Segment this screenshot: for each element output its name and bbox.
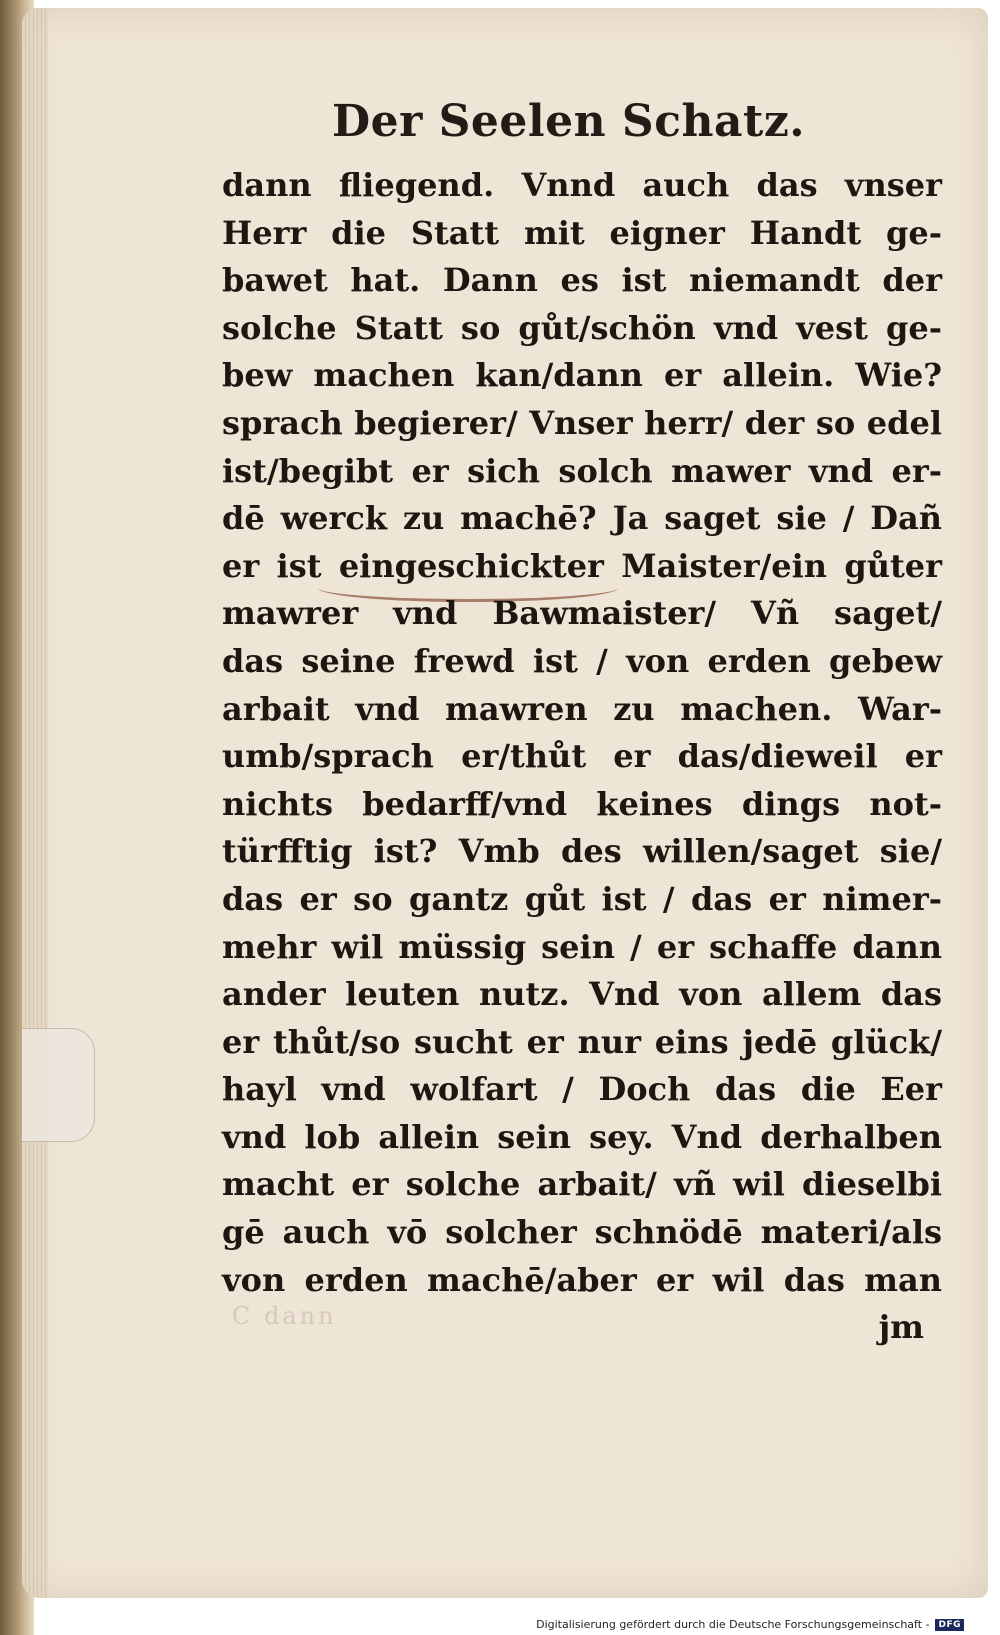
text-line: mehr wil müssig sein / er schaffe dann	[222, 927, 942, 966]
text-line: arbait vnd mawren zu machen. War-	[222, 689, 942, 728]
text-line: sprach begierer/ Vnser herr/ der so edel	[222, 403, 942, 442]
text-line: bew machen kan/dann er allein. Wie?	[222, 356, 942, 395]
text-line: bawet hat. Dann es ist niemandt der	[222, 261, 942, 300]
text-line: das seine frewd ist / von erden gebew	[222, 641, 942, 680]
text-line: solche Statt so gůt/schön vnd vest ge-	[222, 308, 942, 347]
credit-text: Digitalisierung gefördert durch die Deutsche Forschungsgemeinschaft -	[536, 1618, 930, 1631]
text-line: hayl vnd wolfart / Doch das die Eer	[222, 1070, 942, 1109]
digitization-credit	[536, 1618, 964, 1631]
running-head: Der Seelen Schatz.	[332, 96, 806, 147]
page-clip	[22, 1028, 95, 1142]
text-line: vnd lob allein sein sey. Vnd derhalben	[222, 1117, 942, 1156]
text-line: dē werck zu machē? Ja saget sie / Dañ	[222, 499, 942, 538]
text-line: türfftig ist? Vmb des willen/saget sie/	[222, 832, 942, 871]
dfg-logo-icon: DFG	[935, 1619, 964, 1631]
text-line: nichts bedarff/vnd keines dings not-	[222, 784, 942, 823]
text-line: er thůt/so sucht er nur eins jedē glück/	[222, 1022, 942, 1061]
catchword: jm	[878, 1308, 924, 1347]
text-line: umb/sprach er/thůt er das/dieweil er	[222, 737, 942, 776]
text-line: von erden machē/aber er wil das man	[222, 1260, 942, 1299]
text-line: ander leuten nutz. Vnd von allem das	[222, 975, 942, 1014]
text-block	[222, 162, 942, 1352]
text-line: dann fliegend. Vnnd auch das vnser	[222, 166, 942, 204]
text-line: gē auch vō solcher schnödē materi/als	[222, 1213, 942, 1252]
text-line: Herr die Statt mit eigner Handt ge-	[222, 213, 942, 252]
show-through-text: C dann	[232, 1302, 337, 1330]
text-line: mawrer vnd Bawmaister/ Vñ saget/	[222, 594, 942, 633]
text-line: er ist eingeschickter Maister/ein gůter	[222, 546, 942, 585]
text-line: macht er solche arbait/ vñ wil dieselbi	[222, 1165, 942, 1204]
text-line: das er so gantz gůt ist / das er nimer-	[222, 879, 942, 918]
page-edge	[22, 8, 48, 1598]
text-line: ist/begibt er sich solch mawer vnd er-	[222, 451, 942, 490]
